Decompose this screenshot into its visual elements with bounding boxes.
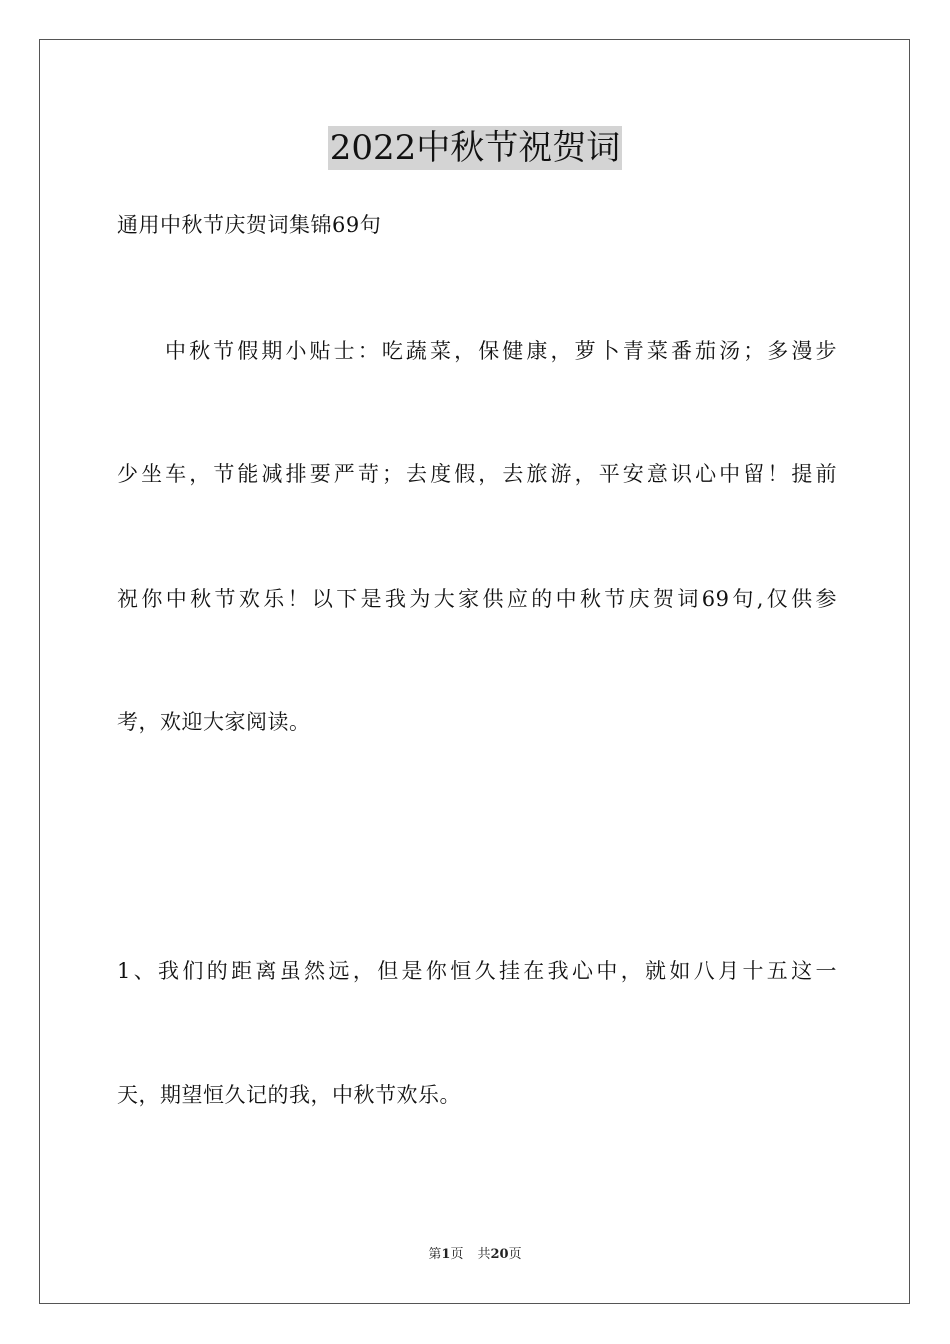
- paragraph-2-line-1: 1、我们的距离虽然远，但是你恒久挂在我心中，就如八月十五这一: [117, 959, 837, 983]
- page-footer: [0, 1246, 950, 1264]
- document-title: 2022中秋节祝贺词: [329, 128, 621, 168]
- paragraph-1-line-4: 考，欢迎大家阅读。: [117, 710, 311, 734]
- paragraph-1-line-1: 中秋节假期小贴士：吃蔬菜，保健康，萝卜青菜番茄汤；多漫步: [165, 339, 837, 363]
- footer-page-prefix: 第: [428, 1247, 442, 1262]
- title-container: [0, 126, 950, 170]
- paragraph-1-line-3: 祝你中秋节欢乐！以下是我为大家供应的中秋节庆贺词69句,仅供参: [117, 587, 837, 611]
- footer-page-current: 1: [441, 1247, 451, 1262]
- footer-page-total: 20: [490, 1247, 509, 1262]
- footer-page-suffix: 页: [450, 1247, 464, 1262]
- document-subtitle: 通用中秋节庆贺词集锦69句: [117, 213, 382, 237]
- paragraph-2-line-2: 天，期望恒久记的我，中秋节欢乐。: [117, 1083, 461, 1107]
- footer-total-suffix: 页: [508, 1247, 522, 1262]
- paragraph-1-line-2: 少坐车，节能减排要严苛；去度假，去旅游，平安意识心中留！提前: [117, 462, 837, 486]
- footer-total-prefix: 共: [477, 1247, 491, 1262]
